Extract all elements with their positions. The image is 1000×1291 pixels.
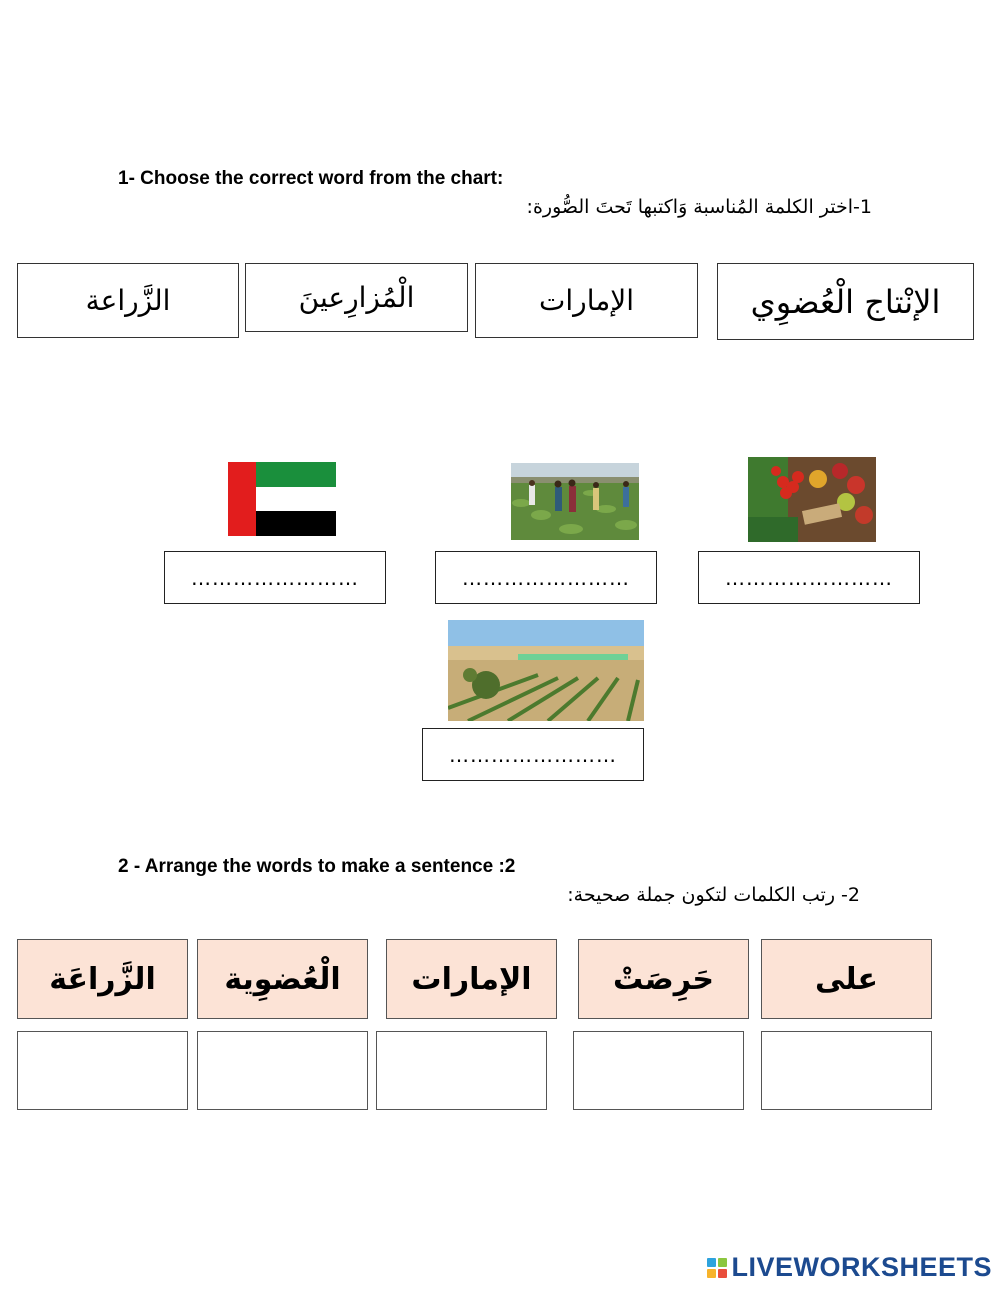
drop-slot-5[interactable] bbox=[17, 1031, 188, 1110]
word-bank-agriculture: الزَّراعة bbox=[17, 263, 239, 338]
drop-slot-1[interactable] bbox=[761, 1031, 932, 1110]
drop-slot-4[interactable] bbox=[197, 1031, 368, 1110]
word-pill-3[interactable]: الإمارات bbox=[386, 939, 557, 1019]
answer-box-desert-farm[interactable]: …………………… bbox=[422, 728, 644, 781]
answer-box-farmers[interactable]: …………………… bbox=[435, 551, 657, 604]
desert-farm-image bbox=[448, 620, 644, 721]
word-bank-farmers: الْمُزارِعينَ bbox=[245, 263, 468, 332]
word-pill-1[interactable]: على bbox=[761, 939, 932, 1019]
brand-name: LIVEWORKSHEETS bbox=[731, 1252, 992, 1282]
section2-title-ar: 2- رتب الكلمات لتكون جملة صحيحة: bbox=[567, 884, 860, 906]
word-bank-emirates: الإمارات bbox=[475, 263, 698, 338]
section1-title-en: 1- Choose the correct word from the chart: bbox=[118, 168, 504, 189]
drop-slot-3[interactable] bbox=[376, 1031, 547, 1110]
liveworksheets-logo bbox=[707, 1252, 992, 1283]
answer-box-organic[interactable]: …………………… bbox=[698, 551, 920, 604]
liveworksheets-mark-icon bbox=[707, 1258, 727, 1278]
answer-box-flag[interactable]: …………………… bbox=[164, 551, 386, 604]
drop-slot-2[interactable] bbox=[573, 1031, 744, 1110]
word-pill-5[interactable]: الزَّراعَة bbox=[17, 939, 188, 1019]
section2-title-en: 2 - Arrange the words to make a sentence :2 bbox=[118, 856, 516, 877]
word-bank-organic-production: الإنْتاج الْعُضوِي bbox=[717, 263, 974, 340]
farm-workers-image bbox=[511, 463, 639, 540]
word-pill-4[interactable]: الْعُضوِية bbox=[197, 939, 368, 1019]
word-pill-2[interactable]: حَرِصَتْ bbox=[578, 939, 749, 1019]
organic-produce-image bbox=[748, 457, 876, 542]
uae-flag-image bbox=[228, 462, 336, 536]
section1-title-ar: 1-اختر الكلمة المُناسبة وَاكتبها تَحتَ الصُّورة: bbox=[526, 196, 872, 218]
